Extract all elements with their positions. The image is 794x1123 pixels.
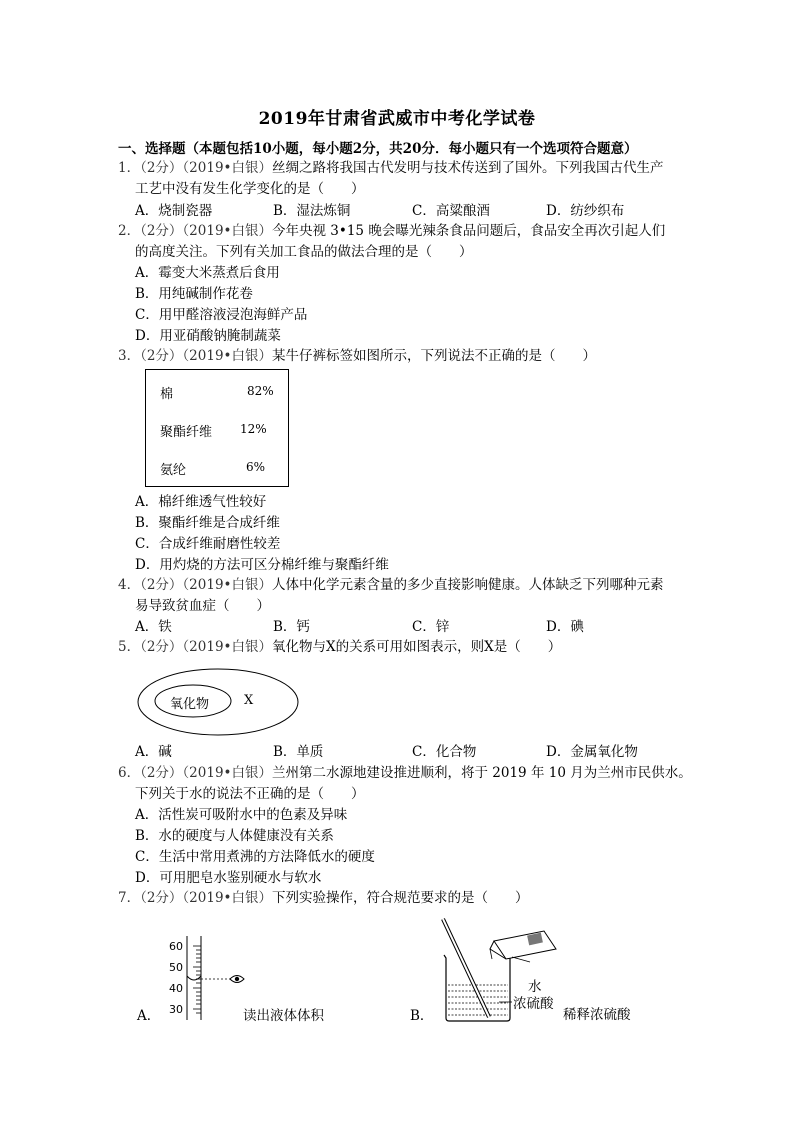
jeans-label-box — [145, 369, 289, 487]
cylinder-tick-label-60: 60 — [169, 940, 183, 953]
question-1-option-b[interactable]: B．湿法炼铜 — [273, 203, 351, 219]
section-heading: 一、选择题（本题包括10小题，每小题2分，共20分．每小题只有一个选项符合题意） — [118, 141, 638, 157]
question-7 — [118, 889, 529, 907]
question-1 — [118, 159, 664, 177]
question-3-text: 某牛仔裤标签如图所示，下列说法不正确的是（ ） — [272, 348, 596, 364]
question-5-option-b[interactable]: B．单质 — [273, 744, 324, 760]
question-7-option-b-caption: 稀释浓硫酸 — [563, 1007, 631, 1023]
question-6-option-d[interactable]: D．可用肥皂水鉴别硬水与软水 — [135, 870, 322, 886]
question-5-header: 5．（2分）（2019•白银） — [118, 639, 272, 655]
question-6-header: 6．（2分）（2019•白银） — [118, 765, 272, 781]
acid-label: 浓硫酸 — [513, 996, 554, 1012]
venn-diagram — [137, 668, 299, 736]
glass-rod — [443, 919, 489, 1017]
label-row-polyester-value: 12% — [240, 422, 267, 436]
question-5-option-a[interactable]: A．碱 — [135, 744, 172, 760]
question-6-text-2: 下列关于水的说法不正确的是（ ） — [135, 786, 365, 802]
question-2-text: 今年央视 3•15 晚会曝光辣条食品问题后，食品安全再次引起人们 — [272, 223, 666, 239]
question-1-option-a[interactable]: A．烧制瓷器 — [135, 203, 213, 219]
question-3-option-a[interactable]: A．棉纤维透气性较好 — [135, 494, 267, 510]
question-1-header: 1．（2分）（2019•白银） — [118, 160, 272, 176]
label-row-cotton-name: 棉 — [160, 387, 174, 402]
label-row-spandex-value: 6% — [246, 460, 266, 474]
water-pointer — [512, 957, 530, 962]
question-7-option-a[interactable]: A． — [137, 1008, 161, 1024]
question-3-option-d[interactable]: D．用灼烧的方法可区分棉纤维与聚酯纤维 — [135, 557, 389, 573]
question-1-option-c[interactable]: C．高粱酿酒 — [412, 203, 490, 219]
cylinder-tick-label-50: 50 — [169, 961, 183, 974]
question-5-option-c[interactable]: C．化合物 — [412, 744, 477, 760]
question-4-option-d[interactable]: D．碘 — [546, 619, 584, 635]
question-2-text-2: 的高度关注。下列有关加工食品的做法合理的是（ ） — [135, 244, 473, 260]
question-7-option-a-caption: 读出液体体积 — [243, 1008, 324, 1024]
question-1-option-d[interactable]: D．纺纱织布 — [546, 203, 625, 219]
graduated-cylinder-figure — [160, 930, 250, 1022]
question-3-option-c[interactable]: C．合成纤维耐磨性较差 — [135, 536, 281, 552]
question-1-text: 丝绸之路将我国古代发明与技术传送到了国外。下列我国古代生产 — [272, 160, 664, 176]
question-5-text: 氧化物与X的关系可用如图表示，则X是（ ） — [272, 639, 562, 655]
question-2-option-d[interactable]: D．用亚硝酸钠腌制蔬菜 — [135, 328, 281, 344]
eye-icon — [230, 976, 244, 983]
outer-ellipse — [138, 669, 298, 735]
question-4-header: 4．（2分）（2019•白银） — [118, 577, 272, 593]
question-4-text: 人体中化学元素含量的多少直接影响健康。人体缺乏下列哪种元素 — [272, 577, 664, 593]
venn-diagram-svg — [137, 668, 299, 736]
question-3 — [118, 347, 596, 365]
label-row-cotton-value: 82% — [247, 384, 274, 398]
question-2-option-b[interactable]: B．用纯碱制作花卷 — [135, 286, 253, 302]
question-5-option-d[interactable]: D．金属氧化物 — [546, 744, 638, 760]
question-6-option-b[interactable]: B．水的硬度与人体健康没有关系 — [135, 828, 334, 844]
question-6-option-a[interactable]: A．活性炭可吸附水中的色素及异味 — [135, 807, 348, 823]
water-label: 水 — [528, 979, 542, 995]
question-5 — [118, 638, 561, 656]
question-2 — [118, 222, 665, 240]
label-row-spandex-name: 氨纶 — [160, 463, 187, 478]
question-2-option-c[interactable]: C．用甲醛溶液浸泡海鲜产品 — [135, 307, 308, 323]
cylinder-tick-label-30: 30 — [169, 1003, 183, 1016]
question-1-text-2: 工艺中没有发生化学变化的是（ ） — [135, 181, 365, 197]
exam-title: 2019年甘肃省武威市中考化学试卷 — [258, 109, 536, 129]
question-3-option-b[interactable]: B．聚酯纤维是合成纤维 — [135, 515, 280, 531]
question-2-option-a[interactable]: A．霉变大米蒸煮后食用 — [135, 265, 280, 281]
question-4-option-b[interactable]: B．钙 — [273, 619, 310, 635]
question-7-text: 下列实验操作，符合规范要求的是（ ） — [272, 890, 529, 906]
liquid-meniscus — [187, 976, 201, 980]
question-4 — [118, 576, 664, 594]
cylinder-tick-label-40: 40 — [169, 982, 183, 995]
question-6-text: 兰州第二水源地建设推进顺利，将于 2019 年 10 月为兰州市民供水。 — [272, 765, 692, 781]
question-2-header: 2．（2分）（2019•白银） — [118, 223, 272, 239]
reagent-bottle — [490, 931, 556, 959]
question-4-option-c[interactable]: C．锌 — [412, 619, 450, 635]
question-6-option-c[interactable]: C．生活中常用煮沸的方法降低水的硬度 — [135, 849, 375, 865]
label-row-polyester-name: 聚酯纤维 — [160, 425, 213, 440]
inner-ellipse-label: 氧化物 — [170, 697, 210, 712]
outer-ellipse-label: X — [244, 693, 254, 708]
question-4-option-a[interactable]: A．铁 — [135, 619, 172, 635]
question-7-header: 7．（2分）（2019•白银） — [118, 890, 272, 906]
question-6 — [118, 764, 692, 782]
question-4-text-2: 易导致贫血症（ ） — [135, 598, 270, 614]
question-3-header: 3．（2分）（2019•白银） — [118, 348, 272, 364]
question-7-option-b[interactable]: B． — [410, 1008, 434, 1024]
